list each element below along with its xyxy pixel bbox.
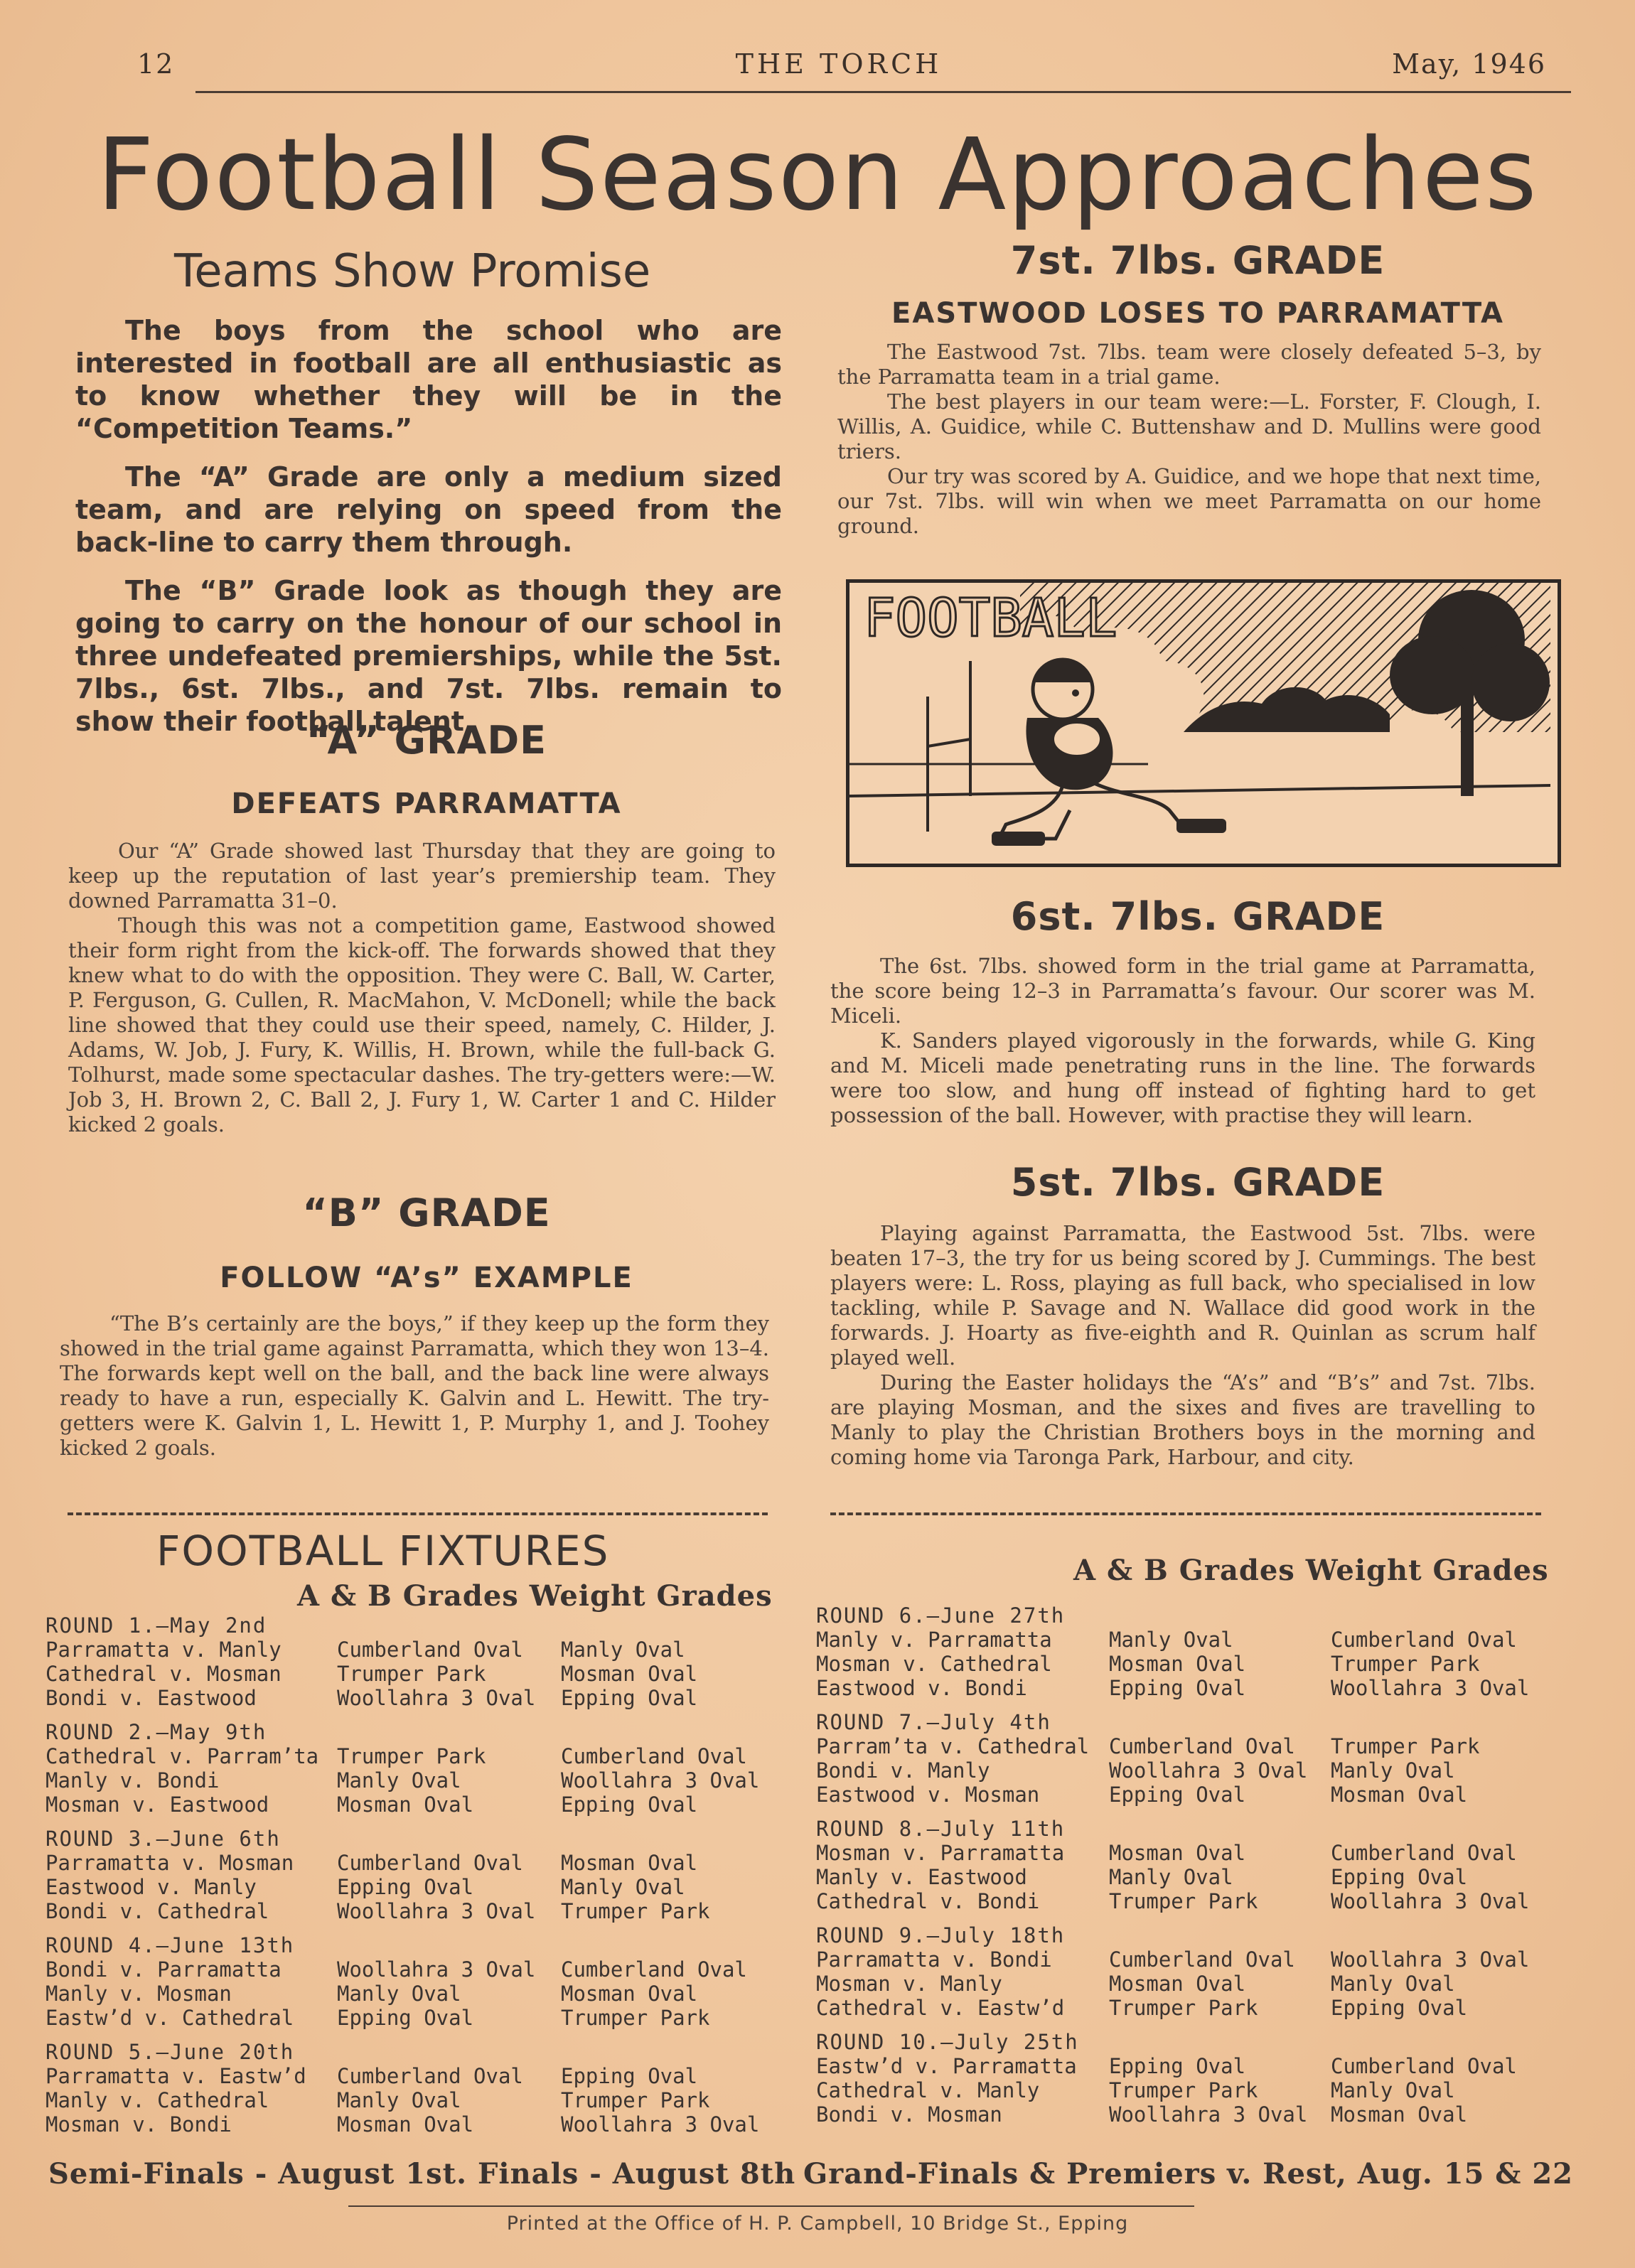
fixtures-title: FOOTBALL FIXTURES <box>156 1527 610 1575</box>
finals-dates-right: Grand-Finals & Premiers v. Rest, Aug. 15 & 22 <box>803 2157 1574 2191</box>
fixture-venue-ab: Woollahra 3 Oval <box>1109 1758 1308 1783</box>
fixture-row <box>45 1793 785 1817</box>
fixture-round <box>45 1933 785 2030</box>
fixture-venue-weight: Cumberland Oval <box>561 1957 747 1982</box>
page-subtitle: Teams Show Promise <box>174 245 651 298</box>
fixture-round <box>816 2030 1555 2127</box>
fixture-venue-ab: Manly Oval <box>1109 1865 1233 1889</box>
page-number: 12 <box>137 48 175 80</box>
fixture-venue-weight: Trumper Park <box>561 1899 710 1923</box>
section-divider-left <box>68 1512 768 1515</box>
fixture-match: Mosman v. Parramatta <box>816 1841 1065 1865</box>
round-heading: ROUND 7.—July 4th <box>816 1710 1051 1734</box>
fixture-match: Cathedral v. Manly <box>816 2078 1040 2102</box>
report-paragraph: The Eastwood 7st. 7lbs. team were closely defeated 5–3, by the Parramatta team in a trial game. <box>837 340 1541 389</box>
round-heading: ROUND 9.—July 18th <box>816 1923 1066 1947</box>
fixture-venue-ab: Trumper Park <box>1109 2078 1258 2102</box>
fixture-row <box>816 2078 1555 2102</box>
fixture-row <box>816 1676 1555 1700</box>
fixture-venue-ab: Mosman Oval <box>337 2112 474 2137</box>
fixture-match: Parramatta v. Bondi <box>816 1947 1052 1972</box>
fixture-round <box>45 1720 785 1817</box>
report-paragraph: Our try was scored by A. Guidice, and we hope that next time, our 7st. 7lbs. will win when we meet Parramatta on our home ground. <box>837 464 1541 538</box>
fixture-venue-ab: Epping Oval <box>1109 1676 1246 1700</box>
fixture-venue-ab: Cumberland Oval <box>337 1851 523 1875</box>
report-paragraph: Our “A” Grade showed last Thursday that they are going to keep up the reputation of last year’s premiership team. They downed Parramatta 31–0. <box>68 839 776 913</box>
fixture-row <box>45 1851 785 1875</box>
fixture-match: Parramatta v. Eastw’d <box>45 2064 306 2088</box>
fixture-venue-weight: Mosman Oval <box>1331 1783 1468 1807</box>
fixture-venue-weight: Epping Oval <box>561 1793 698 1817</box>
fixture-venue-ab: Mosman Oval <box>337 1793 474 1817</box>
fixture-row <box>816 2054 1555 2078</box>
fixture-venue-weight: Woollahra 3 Oval <box>561 1768 760 1793</box>
intro-text <box>75 314 782 753</box>
fixture-venue-ab: Mosman Oval <box>1109 1841 1246 1865</box>
fixture-venue-ab: Manly Oval <box>337 1768 461 1793</box>
report-paragraph: During the Easter holidays the “A’s” and “B’s” and 7st. 7lbs. are playing Mosman, and the sixes and fives are travelling to Manly to play the Christian Brothers boys in the morning and coming home via Taronga Park, Harbour, and city. <box>830 1370 1535 1469</box>
fixture-venue-weight: Cumberland Oval <box>1331 1628 1517 1652</box>
round-heading: ROUND 2.—May 9th <box>45 1720 267 1744</box>
fixture-match: Mosman v. Manly <box>816 1972 1002 1996</box>
fixture-row <box>816 1628 1555 1652</box>
fixture-venue-ab: Cumberland Oval <box>1109 1947 1295 1972</box>
fixture-venue-ab: Woollahra 3 Oval <box>337 1899 536 1923</box>
fixture-row <box>816 1889 1555 1913</box>
fixture-row <box>45 1768 785 1793</box>
fixture-match: Cathedral v. Eastw’d <box>816 1996 1065 2020</box>
fixture-round <box>816 1923 1555 2020</box>
fixture-venue-weight: Mosman Oval <box>1331 2102 1468 2127</box>
fixture-row <box>45 1744 785 1768</box>
round-heading: ROUND 3.—June 6th <box>45 1827 281 1851</box>
cartoon-label: FOOTBALL <box>864 588 1117 649</box>
fixture-venue-ab: Epping Oval <box>337 2006 474 2030</box>
fixture-venue-ab: Manly Oval <box>1109 1628 1233 1652</box>
issue-date: May, 1946 <box>1392 48 1546 80</box>
five-stone-report <box>830 1221 1535 1470</box>
masthead: THE TORCH <box>735 48 943 80</box>
fixture-venue-weight: Manly Oval <box>1331 1758 1455 1783</box>
fixture-venue-ab: Trumper Park <box>1109 1889 1258 1913</box>
report-paragraph: Playing against Parramatta, the Eastwood 5st. 7lbs. were beaten 17–3, the try for us being scored by J. Cummings. The best players were: L. Ross, playing as full back, who specialised in low tackling, while P. Savage and N. Wallace did good work in the forwards. J. Hoarty as five-eighth and R. Quinlan as scrum half played well. <box>830 1221 1535 1370</box>
football-cartoon <box>846 579 1561 867</box>
intro-paragraph: The “A” Grade are only a medium sized team, and are relying on speed from the back-line to carry them through. <box>75 461 782 558</box>
round-heading: ROUND 10.—July 25th <box>816 2030 1079 2054</box>
fixture-venue-ab: Woollahra 3 Oval <box>337 1957 536 1982</box>
fixture-match: Eastw’d v. Cathedral <box>45 2006 294 2030</box>
fixture-row <box>45 2112 785 2137</box>
fixture-row <box>816 1972 1555 1996</box>
fixture-venue-ab: Trumper Park <box>337 1662 486 1686</box>
fixture-row <box>45 1957 785 1982</box>
fixture-row <box>45 1662 785 1686</box>
fixture-venue-weight: Trumper Park <box>1331 1652 1480 1676</box>
fixture-round <box>816 1817 1555 1913</box>
fixture-venue-weight: Cumberland Oval <box>1331 1841 1517 1865</box>
fixture-round <box>816 1710 1555 1807</box>
fixture-match: Bondi v. Parramatta <box>45 1957 282 1982</box>
fixture-row <box>45 2006 785 2030</box>
fixture-row <box>816 2102 1555 2127</box>
fixture-round <box>45 1613 785 1710</box>
section-divider-right <box>830 1512 1541 1515</box>
report-paragraph: “The B’s certainly are the boys,” if they keep up the form they showed in the trial game against Parramatta, which they won 13–4. The forwards kept well on the ball, and the back line were always ready to have a run, especially K. Galvin and L. Hewitt. The try-getters were K. Galvin 1, L. Hewitt 1, P. Murphy 1, and J. Toohey kicked 2 goals. <box>60 1311 769 1460</box>
five-stone-heading: 5st. 7lbs. GRADE <box>1010 1160 1385 1205</box>
report-paragraph: Though this was not a competition game, Eastwood showed their form right from the kick-off. The forwards showed that they knew what to do with the opposition. They were C. Ball, W. Carter, P. Ferguson, G. Cullen, R. MacMahon, V. McDonell; while the back line showed that they could use their speed, namely, C. Hilder, J. Adams, W. Job, J. Fury, K. Willis, H. Brown, while the full-back G. Tolhurst, made some spectacular dashes. The try-getters were:—W. Job 3, H. Brown 2, C. Ball 2, J. Fury 1, W. Carter 1 and C. Hilder kicked 2 goals. <box>68 913 776 1136</box>
report-paragraph: The 6st. 7lbs. showed form in the trial game at Parramatta, the score being 12–3 in Parramatta’s favour. Our scorer was M. Miceli. <box>830 954 1535 1028</box>
fixture-match: Mosman v. Bondi <box>45 2112 232 2137</box>
fixture-row <box>45 1638 785 1662</box>
intro-paragraph: The boys from the school who are interested in football are all enthusiastic as to know whether they will be in the “Competition Teams.” <box>75 315 782 444</box>
fixture-venue-weight: Manly Oval <box>1331 1972 1455 1996</box>
fixture-match: Manly v. Eastwood <box>816 1865 1027 1889</box>
fixture-venue-weight: Mosman Oval <box>561 1982 698 2006</box>
fixture-venue-weight: Cumberland Oval <box>1331 2054 1517 2078</box>
fixture-venue-weight: Trumper Park <box>561 2006 710 2030</box>
fixture-match: Parramatta v. Mosman <box>45 1851 294 1875</box>
fixture-row <box>816 1865 1555 1889</box>
fixture-venue-weight: Woollahra 3 Oval <box>561 2112 760 2137</box>
fixture-venue-ab: Trumper Park <box>1109 1996 1258 2020</box>
fixture-venue-weight: Woollahra 3 Oval <box>1331 1889 1530 1913</box>
fixture-venue-weight: Manly Oval <box>561 1875 685 1899</box>
fixture-venue-ab: Woollahra 3 Oval <box>337 1686 536 1710</box>
fixture-row <box>816 1947 1555 1972</box>
fixture-round <box>45 1827 785 1923</box>
fixture-venue-weight: Trumper Park <box>561 2088 710 2112</box>
b-grade-heading: “B” GRADE <box>302 1191 551 1235</box>
fixture-match: Manly v. Cathedral <box>45 2088 269 2112</box>
finals-dates-left: Semi-Finals - August 1st. Finals - August 8th <box>48 2157 796 2191</box>
fixture-round <box>45 2040 785 2137</box>
fixture-venue-weight: Manly Oval <box>1331 2078 1455 2102</box>
fixture-match: Bondi v. Cathedral <box>45 1899 269 1923</box>
fixture-row <box>45 1899 785 1923</box>
fixture-row <box>816 1652 1555 1676</box>
round-heading: ROUND 8.—July 11th <box>816 1817 1066 1841</box>
fixture-venue-weight: Epping Oval <box>1331 1996 1468 2020</box>
fixture-venue-weight: Woollahra 3 Oval <box>1331 1947 1530 1972</box>
fixture-venue-weight: Epping Oval <box>1331 1865 1468 1889</box>
fixture-venue-ab: Woollahra 3 Oval <box>1109 2102 1308 2127</box>
page-title: Football Season Approaches <box>97 117 1538 233</box>
six-stone-report <box>830 954 1535 1128</box>
fixture-match: Parramatta v. Manly <box>45 1638 282 1662</box>
b-grade-subheading: FOLLOW “A’s” EXAMPLE <box>220 1262 633 1294</box>
fixture-venue-ab: Epping Oval <box>1109 1783 1246 1807</box>
fixture-venue-weight: Epping Oval <box>561 2064 698 2088</box>
fixture-match: Cathedral v. Mosman <box>45 1662 282 1686</box>
fixture-venue-weight: Manly Oval <box>561 1638 685 1662</box>
fixture-match: Bondi v. Eastwood <box>45 1686 257 1710</box>
fixture-match: Mosman v. Eastwood <box>45 1793 269 1817</box>
seven-stone-heading: 7st. 7lbs. GRADE <box>1010 238 1385 283</box>
fixture-venue-weight: Epping Oval <box>561 1686 698 1710</box>
fixture-row <box>816 1758 1555 1783</box>
a-grade-subheading: DEFEATS PARRAMATTA <box>231 788 622 820</box>
printer-credit: Printed at the Office of H. P. Campbell, 10 Bridge St., Epping <box>506 2213 1129 2235</box>
fixture-venue-ab: Cumberland Oval <box>1109 1734 1295 1758</box>
fixture-match: Eastwood v. Manly <box>45 1875 257 1899</box>
fixture-match: Eastwood v. Bondi <box>816 1676 1027 1700</box>
fixture-venue-ab: Mosman Oval <box>1109 1972 1246 1996</box>
round-heading: ROUND 1.—May 2nd <box>45 1613 267 1638</box>
report-paragraph: The best players in our team were:—L. Forster, F. Clough, I. Willis, A. Guidice, while C. Buttenshaw and D. Mullins were good triers. <box>837 389 1541 463</box>
b-grade-report <box>60 1311 769 1461</box>
round-heading: ROUND 5.—June 20th <box>45 2040 295 2064</box>
fixture-venue-ab: Manly Oval <box>337 2088 461 2112</box>
fixtures-right-column <box>816 1603 1555 2137</box>
a-grade-report <box>68 839 776 1137</box>
fixture-venue-ab: Manly Oval <box>337 1982 461 2006</box>
fixture-row <box>45 2088 785 2112</box>
fixture-row <box>816 1996 1555 2020</box>
fixture-round <box>816 1603 1555 1700</box>
six-stone-heading: 6st. 7lbs. GRADE <box>1010 894 1385 939</box>
page-header <box>132 44 1546 87</box>
fixture-venue-weight: Cumberland Oval <box>561 1744 747 1768</box>
fixture-venue-ab: Epping Oval <box>337 1875 474 1899</box>
round-heading: ROUND 4.—June 13th <box>45 1933 295 1957</box>
fixture-match: Mosman v. Cathedral <box>816 1652 1052 1676</box>
seven-stone-subheading: EASTWOOD LOSES TO PARRAMATTA <box>891 297 1504 330</box>
fixture-venue-ab: Trumper Park <box>337 1744 486 1768</box>
fixture-match: Cathedral v. Bondi <box>816 1889 1040 1913</box>
fixture-row <box>45 1875 785 1899</box>
fixture-venue-weight: Mosman Oval <box>561 1851 698 1875</box>
fixtures-left-column <box>45 1613 785 2146</box>
football-cartoon-illustration <box>849 583 1550 856</box>
fixture-match: Bondi v. Mosman <box>816 2102 1002 2127</box>
a-grade-heading: “A” GRADE <box>306 718 547 763</box>
seven-stone-report <box>837 340 1541 539</box>
fixture-venue-weight: Mosman Oval <box>561 1662 698 1686</box>
fixture-venue-ab: Cumberland Oval <box>337 2064 523 2088</box>
fixture-venue-ab: Cumberland Oval <box>337 1638 523 1662</box>
fixture-row <box>816 1734 1555 1758</box>
fixture-match: Manly v. Bondi <box>45 1768 220 1793</box>
fixture-venue-ab: Epping Oval <box>1109 2054 1246 2078</box>
fixture-match: Cathedral v. Parram’ta <box>45 1744 319 1768</box>
fixture-row <box>45 2064 785 2088</box>
fixture-row <box>45 1982 785 2006</box>
fixture-match: Bondi v. Manly <box>816 1758 990 1783</box>
fixture-match: Manly v. Parramatta <box>816 1628 1052 1652</box>
footer-rule <box>348 2205 1194 2207</box>
fixture-match: Parram’ta v. Cathedral <box>816 1734 1090 1758</box>
header-rule <box>195 91 1571 93</box>
fixture-match: Eastw’d v. Parramatta <box>816 2054 1077 2078</box>
fixture-venue-weight: Woollahra 3 Oval <box>1331 1676 1530 1700</box>
fixture-venue-ab: Mosman Oval <box>1109 1652 1246 1676</box>
fixture-row <box>816 1783 1555 1807</box>
fixtures-subtitle-left: A & B Grades Weight Grades <box>297 1579 773 1613</box>
fixture-row <box>45 1686 785 1710</box>
fixtures-subtitle-right: A & B Grades Weight Grades <box>1073 1554 1549 1587</box>
round-heading: ROUND 6.—June 27th <box>816 1603 1066 1628</box>
fixture-row <box>816 1841 1555 1865</box>
intro-paragraph: The “B” Grade look as though they are going to carry on the honour of our school in three undefeated premierships, while the 5st. 7lbs., 6st. 7lbs., and 7st. 7lbs. remain to show their football talent. <box>75 575 782 737</box>
fixture-match: Manly v. Mosman <box>45 1982 232 2006</box>
fixture-match: Eastwood v. Mosman <box>816 1783 1040 1807</box>
fixture-venue-weight: Trumper Park <box>1331 1734 1480 1758</box>
report-paragraph: K. Sanders played vigorously in the forwards, while G. King and M. Miceli made penetrating runs in the line. The forwards were too slow, and hung off instead of fighting hard to get possession of the ball. However, with practise they will learn. <box>830 1028 1535 1127</box>
